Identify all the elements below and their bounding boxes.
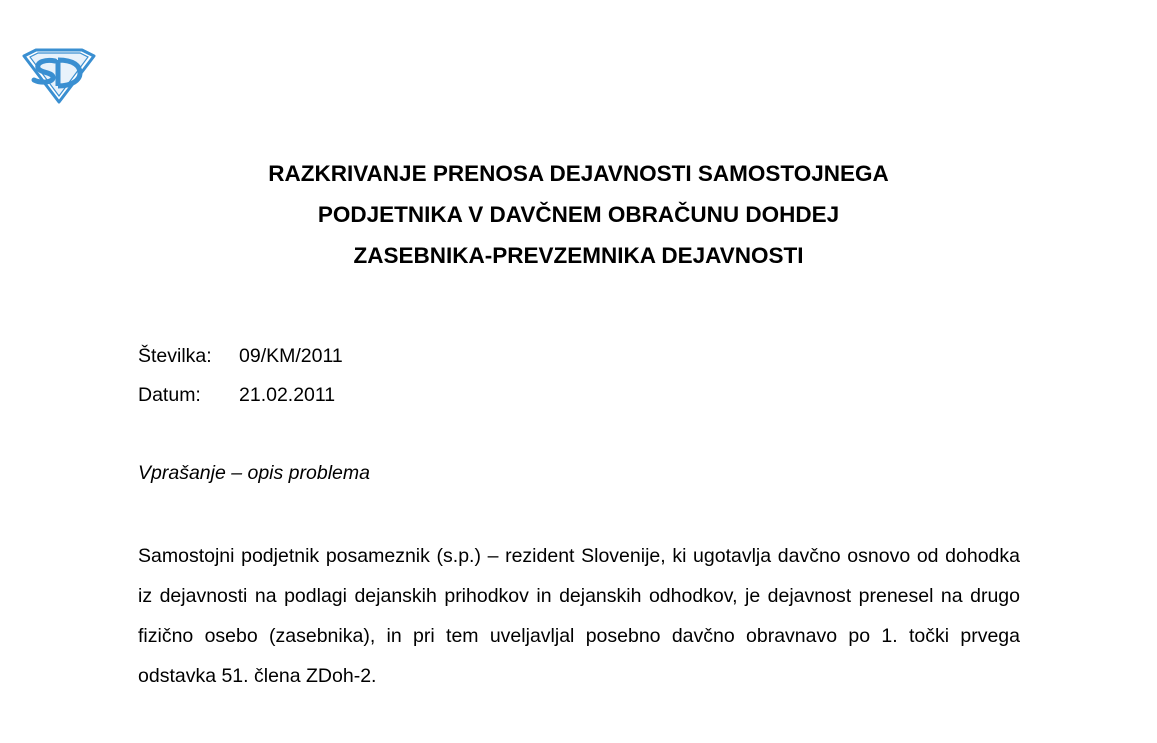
title-line-1: RAZKRIVANJE PRENOSA DEJAVNOSTI SAMOSTOJNEGA <box>268 161 889 186</box>
date-row <box>138 376 343 415</box>
body-paragraph: Samostojni podjetnik posameznik (s.p.) – rezident Slovenije, ki ugotavlja davčno osnovo od dohodka iz dejavnosti na podlagi dejanskih prihodkov in dejanskih odhodkov, je dejavnost prenesel na drugo fizično osebo (zasebnika), in pri tem uveljavljal posebno davčno obravnavo po 1. točki prvega odstavka 51. člena ZDoh-2. <box>138 545 1020 687</box>
title-line-2: PODJETNIKA V DAVČNEM OBRAČUNU DOHDEJ <box>317 202 840 227</box>
date-value: 21.02.2011 <box>239 384 336 406</box>
title-line-3: ZASEBNIKA-PREVZEMNIKA DEJAVNOSTI <box>353 243 804 268</box>
sd-logo <box>22 48 96 104</box>
document-meta <box>138 337 343 415</box>
number-label: Številka: <box>138 345 212 367</box>
document-title <box>0 153 1157 276</box>
section-heading: Vprašanje – opis problema <box>138 462 370 484</box>
sd-diamond-logo-icon <box>22 48 96 104</box>
date-label: Datum: <box>138 384 201 406</box>
number-value: 09/KM/2011 <box>239 345 343 367</box>
number-row <box>138 337 343 376</box>
